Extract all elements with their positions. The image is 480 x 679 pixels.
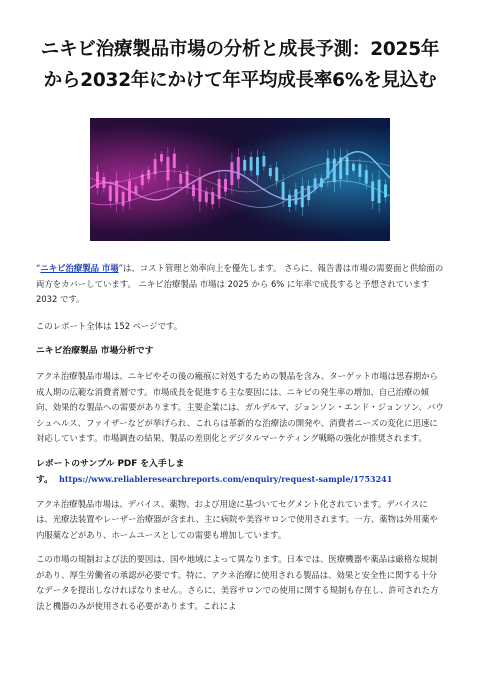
- candle-body: [109, 186, 112, 202]
- candle-body: [166, 157, 169, 181]
- candle-body: [96, 172, 99, 188]
- candle-body: [352, 164, 355, 171]
- market-link[interactable]: ニキビ治療製品 市場: [40, 263, 119, 273]
- candle-body: [230, 162, 233, 185]
- candle-body: [365, 170, 368, 184]
- regulation-paragraph: この市場の規制および法的要因は、国や地域によって異なります。日本では、医療機器や薬品は厳格な規制があり、厚生労働省の承認が必要です。特に、アクネ治療に使用される製品は、効果と安全性に関する十分なデータを提出しなければなりません。さらに、美容サロンでの使用に関する規制も存在し、許可された方法と機器のみが使用される必要があります。これによ: [36, 554, 439, 611]
- candle-body: [275, 167, 278, 181]
- candle-body: [262, 156, 265, 167]
- analysis-paragraph: アクネ治療製品市場は、ニキビやその後の瘢痕に対処するための製品を含み、ターゲット市場は思春期から成人期の広範な消費者層です。市場成長を促進する主な要因には、ニキビの発生率の増加、自己治療の傾向、効果的な製品への需要があります。主要企業には、ガルデルマ、ジョンソン・エンド・ジョンソン、バウシュヘルス、ファイザーなどが挙げられ、これらは革新的な治療法の開発や、消費者ニーズの変化に迅速に対応しています。市場調査の結果、製品の差別化とデジタルマーケティング戦略の強化が推奨されます。: [36, 371, 444, 443]
- candle-body: [237, 157, 240, 179]
- sample-request-link[interactable]: https://www.reliableresearchreports.com/enquiry/request-sample/1753241: [59, 473, 393, 484]
- candle-body: [192, 185, 195, 197]
- sample-request: [36, 457, 444, 488]
- analysis-heading: ニキビ治療製品 市場分析です: [36, 346, 154, 356]
- candle-body: [378, 180, 381, 203]
- candle-body: [160, 154, 163, 161]
- candle-body: [282, 182, 285, 200]
- hero-image: [90, 118, 390, 241]
- candle-body: [179, 174, 182, 184]
- page-count-note: このレポート全体は 152 ページです。: [36, 320, 183, 331]
- candle-body: [224, 179, 227, 192]
- candle-body: [154, 159, 157, 174]
- candle-body: [358, 164, 361, 177]
- candle-body: [384, 184, 387, 197]
- sample-label-line2: す。: [36, 474, 53, 485]
- candle-body: [250, 157, 253, 171]
- candle-body: [294, 189, 297, 204]
- candle-body: [173, 154, 176, 168]
- candle-body: [256, 157, 259, 175]
- candle-body: [205, 192, 208, 203]
- segmentation-paragraph: アクネ治療製品市場は、デバイス、薬物、および用途に基づいてセグメント化されています。デバイスには、光療法装置やレーザー治療器が含まれ、主に病院や美容サロンで使用されます。一方、薬物は外用薬や内服薬などがあり、ホームユースとしての需要も増加しています。: [36, 498, 438, 540]
- candle-body: [269, 168, 272, 176]
- candle-body: [122, 192, 125, 206]
- candle-body: [371, 181, 374, 201]
- candle-body: [333, 159, 336, 183]
- page-title: ニキビ治療製品市場の分析と成長予測：2025年から2032年にかけて年平均成長率6%を見込む: [40, 39, 440, 91]
- intro-paragraph: “ニキビ治療製品 市場”は、コスト管理と効率向上を優先します。 さらに、報告書は市場の需要面と供給面の両方をカバーしています。 ニキビ治療製品 市場は 2025 から 6% に年率で成長すると予想されています2032 です。: [36, 263, 444, 304]
- candle-body: [243, 160, 246, 171]
- sample-label-line1: レポートのサンプル PDF を入手しま: [36, 458, 185, 469]
- candle-body: [346, 157, 349, 175]
- candle-body: [288, 195, 291, 207]
